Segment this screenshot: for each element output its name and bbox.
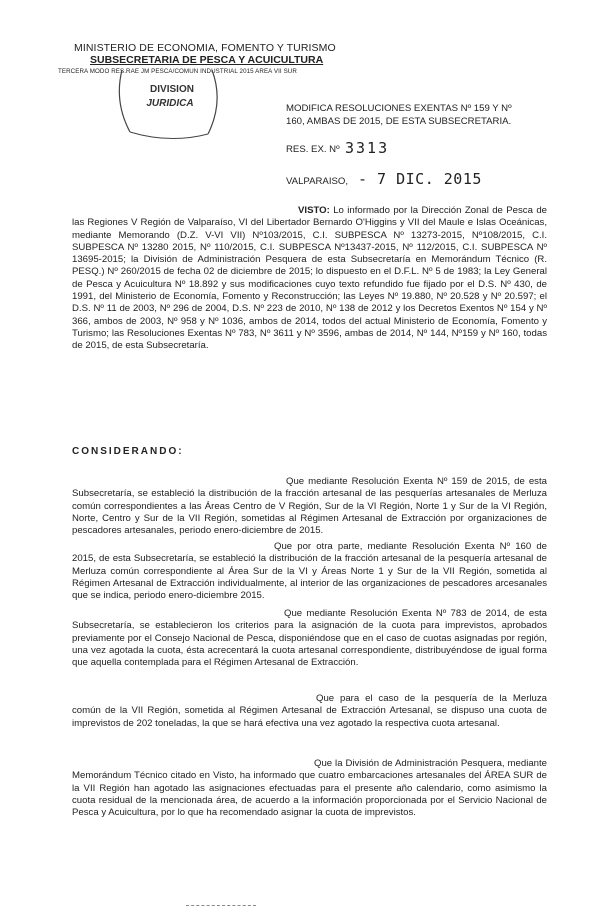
considerando-paragraph-1 <box>72 476 547 537</box>
p3-lead: Que mediante Resolución Exenta Nº 783 de 2014, <box>284 608 510 619</box>
visto-label: VISTO: <box>298 205 330 216</box>
ministry-header: MINISTERIO DE ECONOMIA, FOMENTO Y TURISMO <box>74 42 336 54</box>
p4-rest: común de la VII Región, sometida al Régimen Artesanal de Extracción Artesanal, se dispuso una cuota de imprevistos de 202 toneladas, la que se hará efectiva una vez agotado la respectiva cuota artesanal. <box>72 705 547 729</box>
res-ex-label: RES. EX. Nº <box>286 144 340 155</box>
p5-rest: mediante Memorándum Técnico citado en Visto, ha informado que cuatro embarcaciones artesanales del ÁREA SUR de la VII Región han agotado las asignaciones efectuadas para el presente año calendario, como asimismo la cuota residual de la mencionada área, de acuerdo a la información proporcionada por el Servicio Nacional de Pesca y Acuicultura, por lo que ha recomendado asignar la cuota de imprevistos. <box>72 758 548 819</box>
considerando-paragraph-4 <box>72 693 547 730</box>
subject-line: MODIFICA RESOLUCIONES EXENTAS Nº 159 Y Nº 160, AMBAS DE 2015, DE ESTA SUBSECRETARIA. <box>286 103 512 127</box>
p2-rest: Nº 160 de 2015, de esta Subsecretaría, se estableció la distribución de la fracción artesanal de la pesquería artesanal de Merluza común correspondiente al Área Sur de la VI y Áreas Norte 1 y Sur de la VII Región, sometida al Régimen Artesanal de Extracción individualmente, al interior de las organizaciones de pescadores arcesanales que se indica, periodo enero-diciembre 2015. <box>72 541 547 602</box>
considerando-paragraph-2 <box>72 541 547 602</box>
resolution-number: 3313 <box>345 139 390 157</box>
visto-paragraph <box>72 205 547 353</box>
p1-lead: Que mediante Resolución Exenta Nº 159 de 2015, <box>286 476 511 487</box>
place-label: VALPARAISO, <box>286 176 349 187</box>
considerando-paragraph-3 <box>72 608 547 669</box>
p5-lead: Que la División de Administración Pesquera, <box>314 758 505 769</box>
considerando-heading: CONSIDERANDO: <box>72 446 184 457</box>
division-juridica-stamp-icon <box>112 62 232 140</box>
p3-rest: de esta Subsecretaría, se establecieron los criterios para la asignación de la cuota para imprevistos, aprobados previamente por el Consejo Nacional de Pesca, disponiéndose que en el caso de cuotas asignadas por región, una vez agotada la cuota, ésta acrecentará la cuota artesanal correspondiente, distribuyéndose de igual forma que aquella contemplada para el Régimen Artesanal de Extracción. <box>72 608 547 669</box>
visto-text: Lo informado por la Dirección Zonal de Pesca de las Regiones V Región de Valparaíso, VI del Libertador Bernardo O'Higgins y VII del Maule e Islas Oceánicas, mediante Memorando (D.Z. V-VI VII) Nº103/2015, C.I. SUBPESCA Nº 13273-2015, Nº108/2015, C.I. SUBPESCA Nº 13280 2015, Nº 110/2015, C.I. SUBPESCA Nº13437-2015, Nº 112/2015, C.I. SUBPESCA Nº 13695-2015; la División de Administración Pesquera de esta Subsecretaría en Memorándum Técnico (R. PESQ.) Nº 260/2015 de fecha 02 de diciembre de 2015; lo dispuesto en el D.F.L. Nº 5 de 1983; la Ley General de Pesca y Acuicultura Nº 18.892 y sus modificaciones cuyo texto refundido fue fijado por el D.S. Nº 430, de 1991, del Ministerio de Economía, Fomento y Reconstrucción; las Leyes Nº 19.880, Nº 20.528 y Nº 20.597; el D.S. Nº 11 de 2003, Nº 296 de 2004, D.S. Nº 223 de 2010, Nº 138 de 2012 y los Decretos Exentos Nº 154 y Nº 366, ambos de 2003, Nº 958 y Nº 1036, ambos de 2014, todos del actual Ministerio de Economía, Fomento y Turismo; las Resoluciones Exentas Nº 783, Nº 3611 y Nº 3596, ambas de 2014, Nº 144, Nº159 y Nº 160, todas de 2015, de esta Subsecretaría. <box>72 205 548 352</box>
considerando-paragraph-5 <box>72 758 547 819</box>
subsecretaria-header: SUBSECRETARIA DE PESCA Y ACUICULTURA <box>90 54 324 66</box>
page-footer-mark <box>186 905 256 907</box>
p2-lead: Que por otra parte, mediante Resolución Exenta <box>274 541 495 552</box>
stamp-line-1: DIVISION <box>150 84 194 95</box>
tramite-line: TERCERA MODO RES.RAE JM PESCA/COMUN INDUSTRIAL 2015 AREA VII SUR <box>58 68 297 75</box>
resolution-date: - 7 DIC. 2015 <box>358 170 482 188</box>
stamp-line-2: JURIDICA <box>146 98 194 109</box>
p4-lead: Que para el caso de la pesquería de la Merluza <box>316 693 547 704</box>
p1-rest: de esta Subsecretaría, se estableció la distribución de la fracción artesanal de las pesquerías artesanales de Merluza común correspondientes a las Áreas Centro de V Región, Sur de la VI Región, Norte 1 y Sur de la VI Región, Norte, Centro y Sur de la VII Región, sometidas al Régimen Artesanal de Extracción por organizaciones de pescadores artesanales, periodo enero-diciembre de 2015. <box>72 476 547 537</box>
